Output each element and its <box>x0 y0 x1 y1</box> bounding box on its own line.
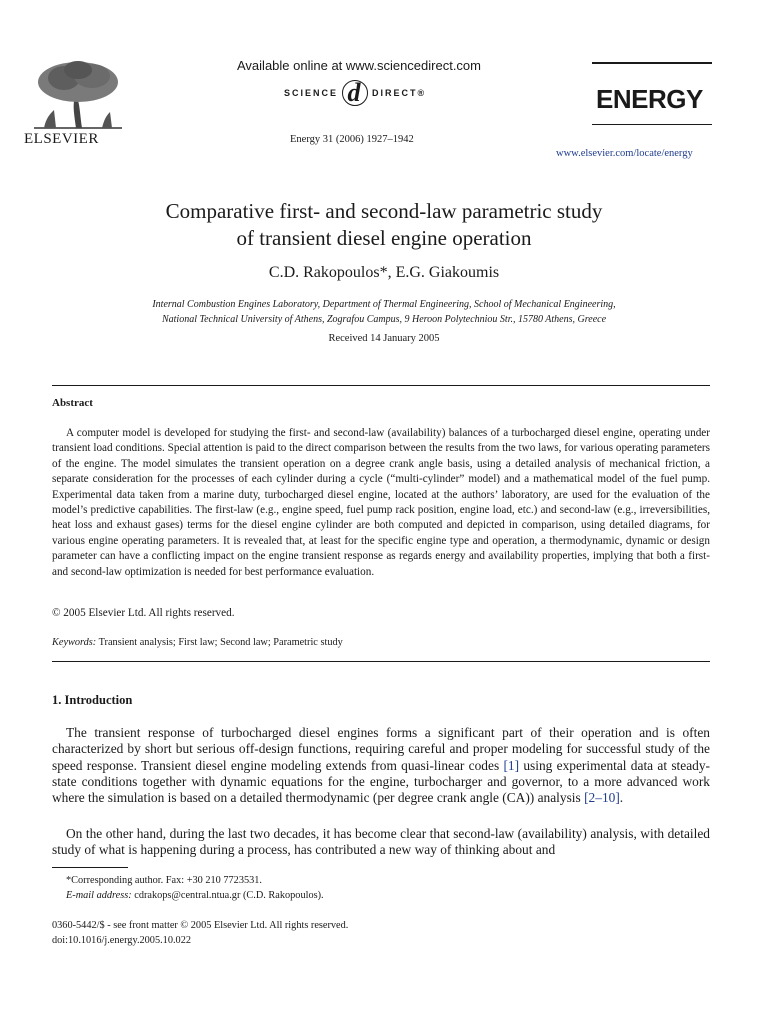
sciencedirect-right: DIRECT® <box>372 88 427 98</box>
email-label: E-mail address: <box>66 890 132 901</box>
intro-heading: 1. Introduction <box>52 693 133 707</box>
intro-paragraph-1 <box>52 725 710 806</box>
elsevier-tree-logo <box>24 58 132 134</box>
article-title <box>60 198 708 252</box>
p1-text-b: using experimental data at steady-state conditions together with dynamic equations for the engine, turbocharger and governor, to a more advanced work where the simulation is based on a detailed thermodynamic (per degree crank angle (CA)) analysis <box>52 757 710 806</box>
intro-paragraph-2: On the other hand, during the last two decades, it has become clear that second-law (availability) analysis, with detailed study of what is happening during a process, has contributed a new way of thinking about and <box>52 826 710 858</box>
journal-citation: Energy 31 (2006) 1927–1942 <box>290 134 414 145</box>
publisher-name: ELSEVIER <box>24 131 99 147</box>
sciencedirect-logo <box>284 80 426 106</box>
journal-name: ENERGY <box>596 84 703 114</box>
abstract-body: A computer model is developed for studying the first- and second-law (availability) balances of a turbocharged diesel engine, operating under transient load conditions. Special attention is paid to the direct comparison between the results from the two laws, for various operating parameters of the engine. The model simulates the transient operation on a degree crank angle basis, using a detailed analysis of mechanical friction, a separate consideration for the processes of each cylinder during a cycle (“multi-cylinder” model) and a mathematical model of the fuel pump. Experimental data taken from a marine duty, turbocharged diesel engine, located at the authors’ laboratory, are used for the evaluation of the model’s predictive capabilities. The first-law (e.g., engine speed, fuel pump rack position, engine load, etc.) and second-law (e.g., irreversibilities, heat loss and exhaust gases) terms for the diesel engine cylinder are both computed and depicted in comparison, using detailed diagrams, for various engine operating parameters. It is revealed that, at least for the specific engine type and operation, a thermodynamic, dynamic or design parameter can have a conflicting impact on the engine transient response as regards energy and availability properties, implying that both a first- and second-law optimization is needed for best performance evaluation. <box>52 427 710 578</box>
p1-text-c: . <box>619 790 624 806</box>
abstract-bottom-rule <box>52 661 710 662</box>
journal-rule-bottom <box>592 124 712 125</box>
article-authors: C.D. Rakopoulos*, E.G. Giakoumis <box>268 264 500 281</box>
author-affiliation <box>80 297 688 327</box>
abstract-copyright: © 2005 Elsevier Ltd. All rights reserved. <box>52 607 235 619</box>
issn-line: 0360-5442/$ - see front matter © 2005 Elsevier Ltd. All rights reserved. <box>52 920 349 931</box>
affiliation-line-1: Internal Combustion Engines Laboratory, Department of Thermal Engineering, School of Mechanical Engineering, <box>152 299 616 310</box>
p1-text-a: The transient response of turbocharged diesel engines forms a significant part of their operation and is often characterized by short but serious off-design functions, requiring careful and proper modeling for successful study of the speed response. Transient diesel engine modeling extends from quasi-linear codes <box>52 725 710 773</box>
abstract-top-rule <box>52 385 710 386</box>
footnote-rule <box>52 867 128 868</box>
title-line-1: Comparative first- and second-law parametric study <box>165 199 603 223</box>
doi-line: doi:10.1016/j.energy.2005.10.022 <box>52 935 191 946</box>
footnote-corresponding: *Corresponding author. Fax: +30 210 7723531. <box>66 875 263 886</box>
keywords-label: Keywords: <box>52 637 97 648</box>
title-line-2: of transient diesel engine operation <box>236 226 532 250</box>
email-address: cdrakops@central.ntua.gr (C.D. Rakopoulos). <box>131 890 324 901</box>
sciencedirect-left: SCIENCE <box>284 88 339 98</box>
available-online-text: Available online at www.sciencedirect.com <box>237 58 481 73</box>
received-date: Received 14 January 2005 <box>328 333 440 344</box>
journal-url-link[interactable]: www.elsevier.com/locate/energy <box>556 148 693 159</box>
footnote-email <box>66 890 324 901</box>
keywords <box>52 637 343 648</box>
keywords-list: Transient analysis; First law; Second law; Parametric study <box>98 637 343 648</box>
abstract-heading: Abstract <box>52 397 93 409</box>
reference-link-2-10[interactable]: [2–10] <box>584 790 620 806</box>
sciencedirect-d-icon: d <box>342 80 368 106</box>
journal-rule-top <box>592 62 712 64</box>
affiliation-line-2: National Technical University of Athens, Zografou Campus, 9 Heroon Polytechniou Str., 15780 Athens, Greece <box>161 314 607 325</box>
reference-link-1[interactable]: [1] <box>503 757 520 773</box>
